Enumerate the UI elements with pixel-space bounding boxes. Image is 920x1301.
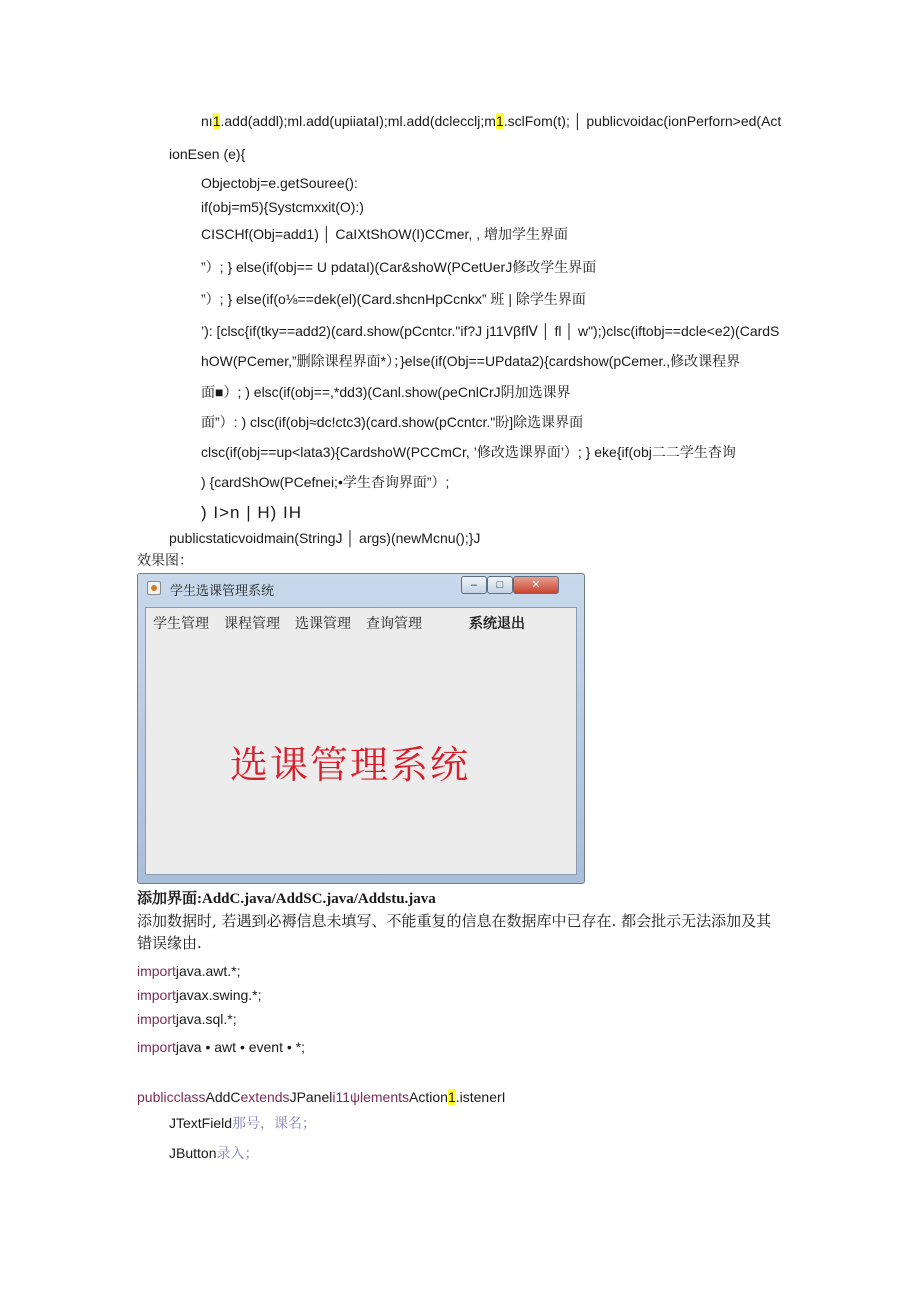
menu-system-exit[interactable]: 系统退出 <box>469 616 525 632</box>
highlight-mark: 1 <box>447 1089 456 1105</box>
menu-selection-management[interactable]: 选课管理 <box>295 616 351 632</box>
code-line-5: CISCHf(Obj=add1) │ CaIXtShOW(I)CCmer, , 增加学生界面 <box>201 226 568 242</box>
type-name: JButton <box>169 1145 217 1161</box>
code-fragment: java • awt • event • *; <box>175 1039 306 1055</box>
banner-title: 选课管理系统 <box>230 743 471 787</box>
code-line-13: ) {cardShOw(PCefnei;•学生杳询界面”）; <box>201 474 450 490</box>
caption-effect: 效果图： <box>137 553 193 569</box>
type-name: JTextField <box>169 1115 233 1131</box>
code-fragment: .add(addl);ml.add(upiiataI);ml.add(dclecclj;m <box>220 113 496 129</box>
interface-name: .istenerI <box>455 1089 506 1105</box>
code-line-3: Objectobj=e.getSouree(): <box>201 175 358 191</box>
field-declaration <box>169 1114 316 1133</box>
button-declaration <box>169 1144 258 1163</box>
window-content <box>145 607 577 875</box>
highlight-mark: 1 <box>212 113 221 129</box>
class-name: AddC <box>205 1089 241 1105</box>
code-line-11: 面”）: ) clsc(if(obj≈dc!ctc3)(card.show(pCcntcr."盼]除选课界面 <box>201 414 584 430</box>
import-line <box>137 1010 237 1028</box>
code-line-7: ”）; } else(if(o⅛==dek(el)(Card.shcnHpCcnkx” 班 | 除学生界面 <box>201 291 586 307</box>
menu-bar <box>146 608 576 634</box>
code-fragment: nı <box>201 113 213 129</box>
window-title: 学生选课管理系统 <box>170 584 275 599</box>
code-fragment: java.sql.*; <box>175 1011 237 1027</box>
highlight-mark: 1 <box>495 113 504 129</box>
button-names: 录入； <box>216 1146 259 1162</box>
import-line <box>137 962 241 980</box>
import-line <box>137 1038 305 1056</box>
keyword: publicclass <box>137 1089 206 1105</box>
code-line-14: ) I>n | H) IH <box>201 503 303 522</box>
menu-course-management[interactable]: 课程管理 <box>224 616 280 632</box>
description-paragraph: 添加数据时, 若遇到必褥信息未填写、不能重复的信息在数据库中已存在. 都会批示无法添加及其错误缘由. <box>137 912 772 952</box>
code-fragment: javax.swing.*; <box>175 987 262 1003</box>
keyword: extends <box>240 1089 290 1105</box>
menu-query-management[interactable]: 查询管理 <box>366 616 422 632</box>
title-bar <box>138 574 584 602</box>
minimize-button[interactable]: – <box>461 576 487 594</box>
interface-name: Action <box>409 1089 448 1105</box>
keyword: import <box>137 963 176 979</box>
keyword: i11ψlements <box>332 1089 410 1105</box>
maximize-button[interactable]: □ <box>487 576 513 594</box>
java-app-icon <box>147 581 161 595</box>
code-line-6: ”）; } else(if(obj== U pdataI)(Car&shoW(PCetUerJ修改学生界面 <box>201 259 597 275</box>
class-declaration <box>137 1088 506 1106</box>
keyword: import <box>137 987 176 1003</box>
menu-student-management[interactable]: 学生管理 <box>153 616 209 632</box>
code-fragment: .sclFom(t); │ publicvoidac(ionPerforn>ed(Act <box>503 113 782 129</box>
import-line <box>137 986 262 1004</box>
code-line-15: publicstaticvoidmain(StringJ │ args)(newMcnu();}J <box>169 530 481 546</box>
code-line-12: clsc(if(obj==up<lata3){CardshoW(PCCmCr, ’修改选课界面’）; } eke{if(obj二二学生杳询 <box>201 444 736 460</box>
section-heading-add: 添加界面:AddC.java/AddSC.java/Addstu.java <box>137 891 436 907</box>
code-line-4: if(obj=m5){Systcmxxit(O):) <box>201 199 364 215</box>
keyword: import <box>137 1039 176 1055</box>
keyword: import <box>137 1011 176 1027</box>
app-window-screenshot <box>137 573 585 884</box>
close-button[interactable]: ✕ <box>513 576 559 594</box>
parent-class: JPanel <box>289 1089 333 1105</box>
code-line-9: hOW(PCemer,”删除课程界面*）；}else(if(Obj==UPdata2){cardshow(pCemer.,修改课程界 <box>201 353 741 369</box>
code-fragment: java.awt.*; <box>175 963 241 979</box>
code-line-2: ionEsen (e){ <box>169 146 246 162</box>
code-line-10: 面■）; ) elsc(if(obj==,*dd3)(Canl.show(ρeCnlCrJ阴加选课界 <box>201 384 571 400</box>
code-line-8: ’): [clsc{if(tky==add2)(card.show(pCcntcr."if?J j11VβfⅣ │ fl │ w");)clsc(iftobj==dcle<e2)(CardS <box>201 323 780 339</box>
field-names: 那号，课名； <box>232 1116 317 1132</box>
code-line-1 <box>201 112 781 130</box>
